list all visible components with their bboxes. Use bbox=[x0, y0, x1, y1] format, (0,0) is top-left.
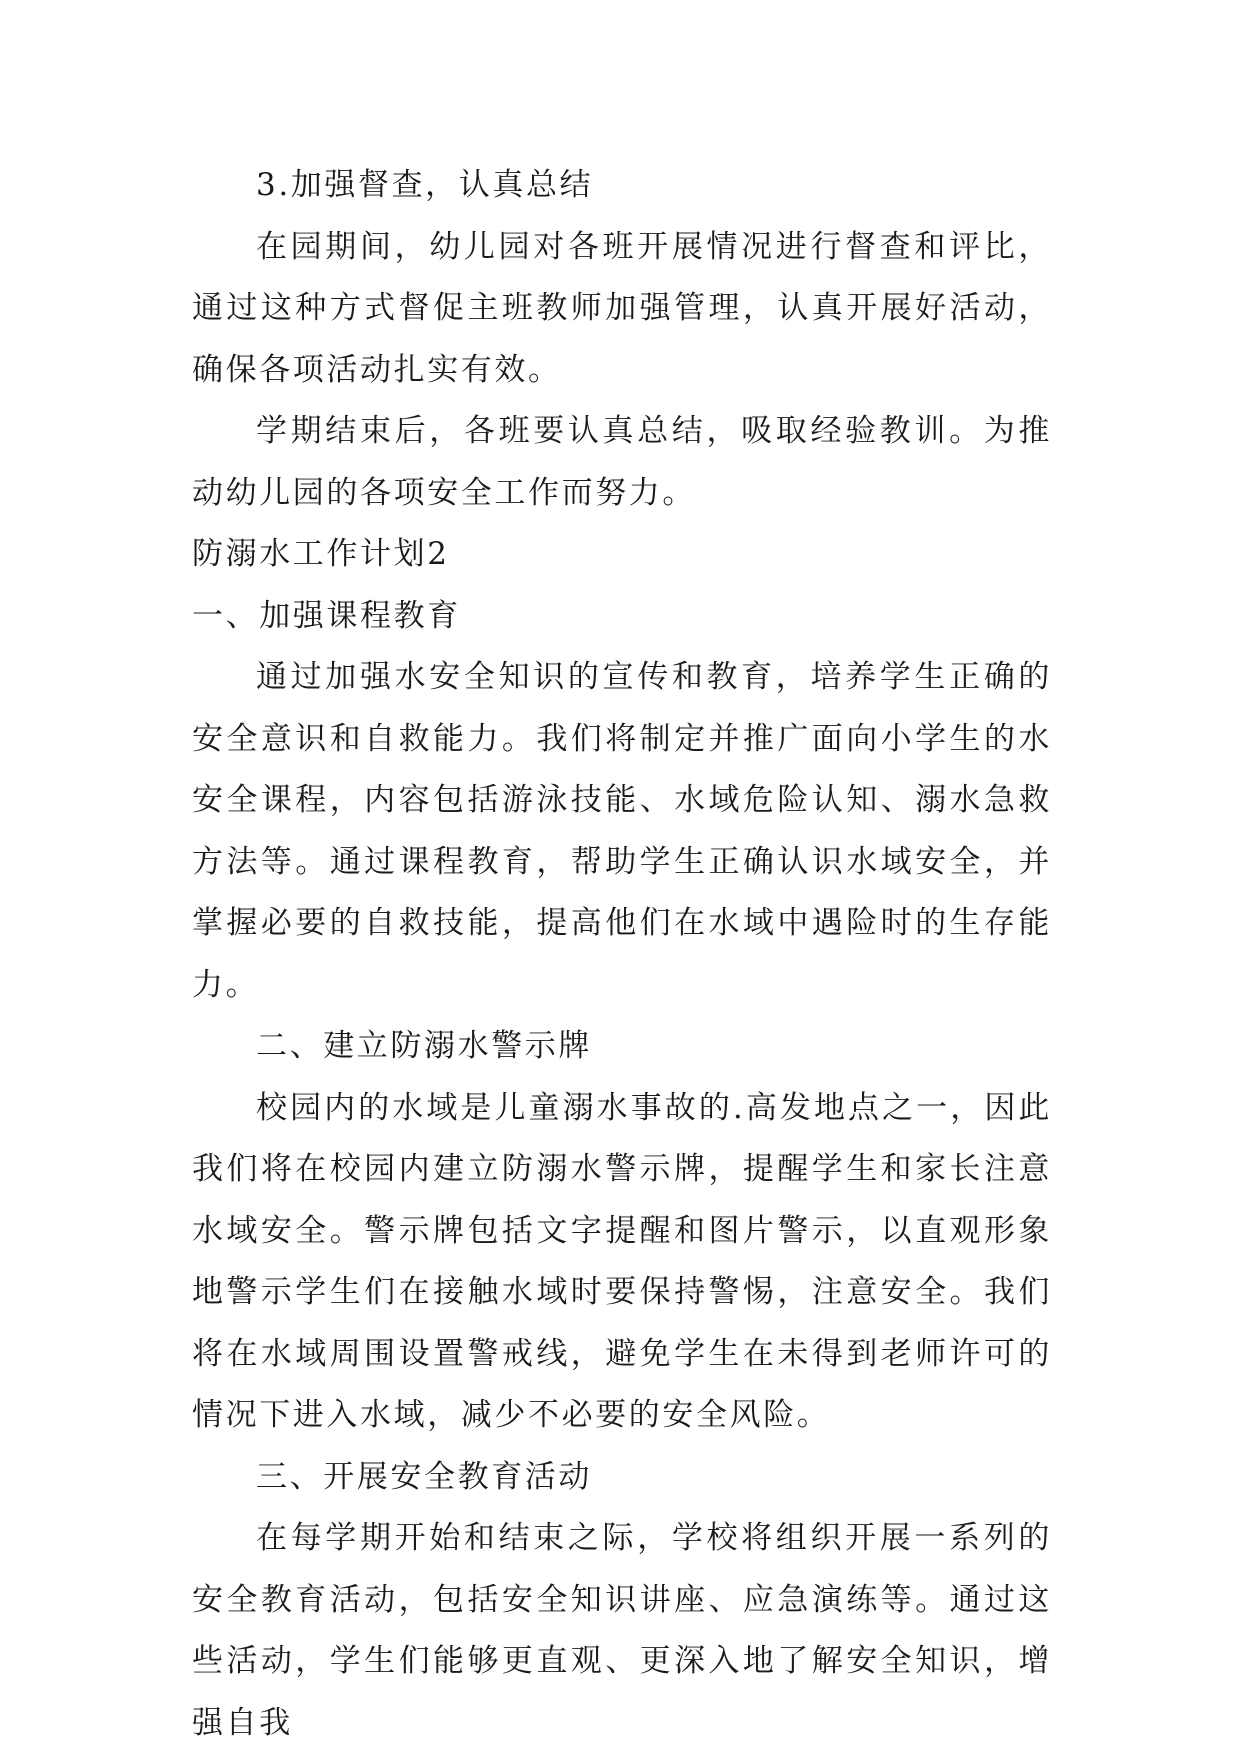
paragraph-safety-activities: 在每学期开始和结束之际，学校将组织开展一系列的安全教育活动，包括安全知识讲座、应急演练等。通过这些活动，学生们能够更直观、更深入地了解安全知识，增强自我 bbox=[192, 1520, 1052, 1741]
paragraph-warning-signs: 校园内的水域是儿童溺水事故的.高发地点之一，因此我们将在校园内建立防溺水警示牌，提醒学生和家长注意水域安全。警示牌包括文字提醒和图片警示，以直观形象地警示学生们在接触水域时要保持警惕，注意安全。我们将在水域周围设置警戒线，避免学生在未得到老师许可的情况下进入水域，减少不必要的安全风险。 bbox=[192, 1089, 1052, 1433]
section-title: 防溺水工作计划2 bbox=[192, 536, 450, 572]
document-body bbox=[192, 155, 1052, 1754]
paragraph-term-summary: 学期结束后，各班要认真总结，吸取经验教训。为推动幼儿园的各项安全工作而努力。 bbox=[192, 413, 1052, 511]
subheading-supervision: 3.加强督查，认真总结 bbox=[256, 167, 594, 203]
subheading-safety-activities: 三、开展安全教育活动 bbox=[256, 1458, 592, 1495]
paragraph-course-education: 通过加强水安全知识的宣传和教育，培养学生正确的安全意识和自救能力。我们将制定并推广面向小学生的水安全课程，内容包括游泳技能、水域危险认知、溺水急救方法等。通过课程教育，帮助学生正确认识水域安全，并掌握必要的自救技能，提高他们在水域中遇险时的生存能力。 bbox=[192, 659, 1052, 1003]
paragraph-supervision-body: 在园期间，幼儿园对各班开展情况进行督查和评比，通过这种方式督促主班教师加强管理，认真开展好活动，确保各项活动扎实有效。 bbox=[192, 228, 1052, 388]
subheading-warning-signs: 二、建立防溺水警示牌 bbox=[256, 1028, 592, 1064]
subheading-course-education: 一、加强课程教育 bbox=[192, 597, 461, 634]
